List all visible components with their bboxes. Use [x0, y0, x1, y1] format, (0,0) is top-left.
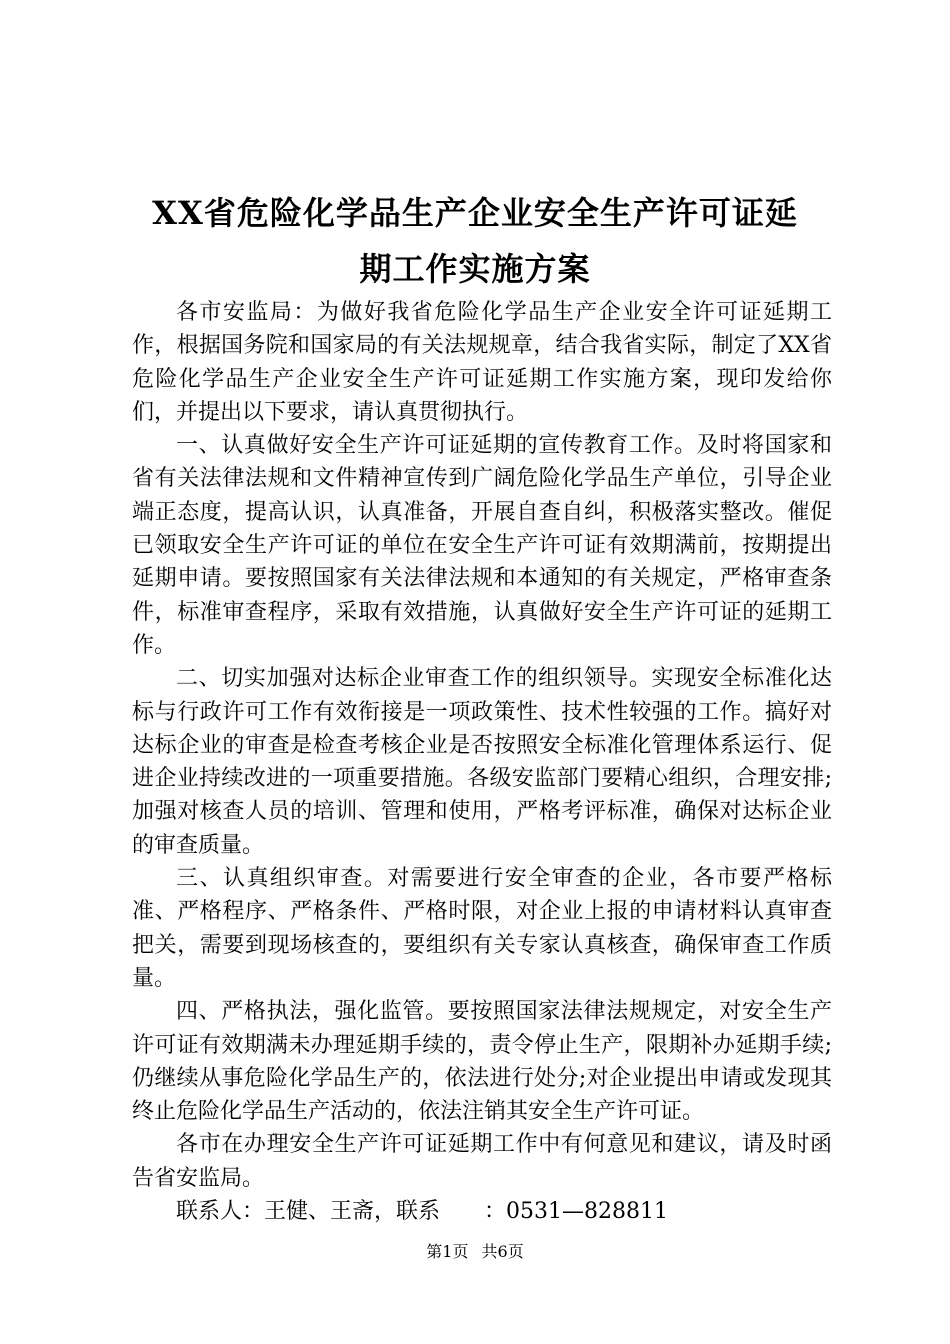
paragraph-closing: 各市在办理安全生产许可证延期工作中有何意见和建议，请及时函告省安监局。 — [132, 1132, 832, 1191]
paragraph-item-4: 四、严格执法，强化监管。要按照国家法律法规规定，对安全生产许可证有效期满未办理延期手续的，责令停止生产，限期补办延期手续;仍继续从事危险化学品生产的，依法进行处分;对企业提出申请或发现其终止危险化学品生产活动的，依法注销其安全生产许可证。 — [132, 999, 832, 1125]
paragraph-intro: 各市安监局：为做好我省危险化学品生产企业安全许可证延期工作，根据国务院和国家局的有关法规规章，结合我省实际，制定了XX省危险化学品生产企业安全生产许可证延期工作实施方案，现印发给你们，并提出以下要求，请认真贯彻执行。 — [132, 300, 832, 425]
paragraph-item-2: 二、切实加强对达标企业审查工作的组织领导。实现安全标准化达标与行政许可工作有效衔接是一项政策性、技术性较强的工作。搞好对达标企业的审查是检查考核企业是否按照安全标准化管理体系运行、促进企业持续改进的一项重要措施。各级安监部门要精心组织，合理安排;加强对核查人员的培训、管理和使用，严格考评标准，确保对达标企业的审查质量。 — [132, 666, 832, 858]
document-title-line-2: 期工作实施方案 — [359, 250, 591, 288]
page-number: 第1页 — [426, 1242, 469, 1261]
paragraph-contact: 联系人：王健、王斋，联系 ：0531—828811 — [176, 1199, 668, 1225]
document-body — [132, 296, 832, 1228]
document-title-line-1: XX省危险化学品生产企业安全生产许可证延 — [152, 194, 798, 232]
paragraph-item-3: 三、认真组织审查。对需要进行安全审查的企业，各市要严格标准、严格程序、严格条件、严格时限，对企业上报的申请材料认真审查把关，需要到现场核查的，要组织有关专家认真核查，确保审查工作质量。 — [132, 866, 832, 991]
page-footer — [0, 1242, 950, 1262]
paragraph-item-1: 一、认真做好安全生产许可证延期的宣传教育工作。及时将国家和省有关法律法规和文件精神宣传到广阔危险化学品生产单位，引导企业端正态度，提高认识，认真准备，开展自查自纠，积极落实整改。催促已领取安全生产许可证的单位在安全生产许可证有效期满前，按期提出延期申请。要按照国家有关法律法规和本通知的有关规定，严格审查条件，标准审查程序，采取有效措施，认真做好安全生产许可证的延期工作。 — [132, 433, 832, 658]
page-total: 共6页 — [481, 1242, 524, 1261]
